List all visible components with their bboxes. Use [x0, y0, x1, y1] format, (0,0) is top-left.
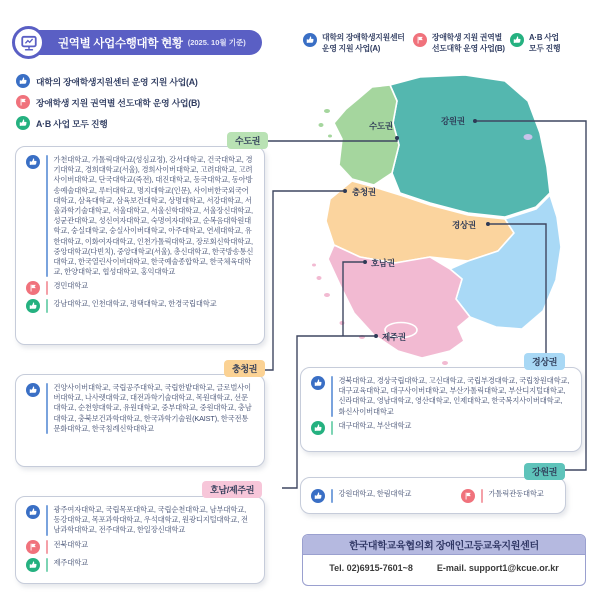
- region-box-chungcheong: [15, 374, 265, 467]
- program-b-icon: [413, 33, 427, 47]
- presentation-board-icon: [12, 26, 45, 59]
- legend-left: [16, 74, 200, 130]
- badge-chungcheong: 충청권: [224, 360, 265, 377]
- badge-capital: 수도권: [227, 132, 268, 149]
- program-a-icon: [26, 383, 40, 397]
- region-box-capital: [15, 146, 265, 345]
- university-list: 광주여자대학교, 국립목포대학교, 국립순천대학교, 남부대학교, 동강대학교, 목포과학대학교, 우석대학교, 원광디지털대학교, 전남과학대학교, 전주대학교, 한일장신대학교: [53, 505, 248, 535]
- university-list: 제주대학교: [53, 557, 88, 567]
- program-ab-icon: [510, 33, 524, 47]
- program-a-row: [311, 489, 461, 503]
- university-list: 경민대학교: [53, 281, 88, 291]
- divider: [46, 505, 48, 536]
- region-box-honam-jeju: [15, 496, 265, 584]
- legend-line: 선도대학 운영 사업(B): [432, 43, 505, 53]
- program-b-icon: [26, 540, 40, 554]
- map-label-capital: 수도권: [369, 121, 393, 131]
- program-ab-icon: [311, 421, 325, 435]
- university-list: 전북대학교: [53, 539, 88, 549]
- program-a-row: [311, 376, 571, 417]
- program-a-row: [26, 155, 254, 277]
- legend-line: 장애학생 지원 권역별: [432, 33, 502, 42]
- program-ab-icon: [26, 299, 40, 313]
- badge-honam-jeju: 호남/제주권: [202, 481, 262, 498]
- divider: [46, 558, 48, 572]
- divider: [331, 421, 333, 435]
- university-list: 건양사이버대학교, 국립공주대학교, 국립한밭대학교, 글로벌사이버대학교, 나사렛대학교, 대전과학기술대학교, 목원대학교, 선문대학교, 순천향대학교, 유원대학교, 중부대학교, 중원대학교, 충남대학교, 충북보건과학대학교, 한국과학기술원(KAIST), 한국전통문화대학교, 한국침례신학대학교: [53, 383, 252, 433]
- legend-label: A·B 사업 모두 진행: [36, 118, 108, 129]
- footer-contact-box: [302, 534, 586, 586]
- program-b-icon: [26, 281, 40, 295]
- page-title-bar: [22, 30, 262, 55]
- university-list: 대구대학교, 부산대학교: [338, 420, 412, 430]
- badge-gyeongsang: 경상권: [524, 353, 565, 370]
- program-a-icon: [311, 376, 325, 390]
- legend-line: 대학의 장애학생지원센터: [322, 33, 405, 42]
- map-region-gangwon: [390, 75, 550, 217]
- university-list: 가천대학교, 가톨릭대학교(성심교정), 강서대학교, 건국대학교, 경기대학교, 경희대학교(서울), 경희사이버대학교, 고려대학교, 고려사이버대학교, 단국대학교(죽전), 대진대학교, 동국대학교, 동아방송예술대학교, 루터대학교, 명지대학교(인문), 사이버한국외국어대학교, 삼육대학교, 삼육보건대학교, 상명대학교, 서강대학교, 서울과학기술대학교, 서울대학교, 서울신학대학교, 서울장신대학교, 성균관대학교, 성신여자대학교, 숙명여자대학교, 순복음대학원대학교, 숭실대학교, 숭실사이버대학교, 아주대학교, 연세대학교, 유한대학교, 이화여자대학교, 인천가톨릭대학교, 장로회신학대학교, 중앙대학교(다빈치), 중앙대학교(서울), 총신대학교, 한국방송통신대학교, 한국열린사이버대학교, 한국예술종합학교, 한국체육대학교, 한양대학교, 협성대학교, 홍익대학교: [53, 155, 254, 277]
- divider: [46, 299, 48, 313]
- program-b-icon: [16, 95, 30, 109]
- divider: [46, 383, 48, 434]
- program-ab-row: [311, 421, 571, 435]
- program-a-icon: [26, 155, 40, 169]
- university-list: 강원대학교, 한림대학교: [338, 488, 412, 498]
- region-box-gangwon: [300, 477, 566, 514]
- region-box-gyeongsang: [300, 367, 582, 452]
- page-date-note: (2025. 10월 기준): [187, 38, 246, 47]
- program-b-icon: [461, 489, 475, 503]
- divider: [481, 489, 483, 503]
- program-a-icon: [26, 505, 40, 519]
- program-a-row: [26, 383, 254, 434]
- map-region-capital: [334, 85, 399, 185]
- divider: [46, 155, 48, 277]
- legend-line: A·B 사업: [529, 33, 559, 42]
- badge-gangwon: 강원권: [524, 463, 565, 480]
- footer-org-name: 한국대학교육협의회 장애인고등교육지원센터: [303, 535, 585, 555]
- university-list: 경북대학교, 경상국립대학교, 고신대학교, 국립부경대학교, 국립창원대학교, 대구교육대학교, 대구사이버대학교, 부산가톨릭대학교, 부산디지털대학교, 신라대학교, 영남대학교, 영산대학교, 인제대학교, 한국복지사이버대학교, 화신사이버대학교: [338, 376, 570, 416]
- program-a-row: [26, 505, 254, 536]
- map-label-jeju: 제주권: [382, 332, 406, 342]
- program-ab-row: [26, 558, 254, 572]
- legend-item-ab: [16, 116, 200, 130]
- map-label-gyeongsang: 경상권: [452, 220, 476, 230]
- map-label-gangwon: 강원권: [441, 116, 465, 126]
- map-label-honam: 호남권: [371, 258, 395, 268]
- university-list: 강남대학교, 인천대학교, 평택대학교, 한경국립대학교: [53, 299, 217, 309]
- page-title: 권역별 사업수행대학 현황: [58, 37, 183, 50]
- map-label-chungcheong: 충청권: [352, 187, 376, 197]
- legend-top-a: [303, 33, 405, 54]
- university-list: 가톨릭관동대학교: [488, 488, 544, 498]
- program-ab-icon: [26, 558, 40, 572]
- divider: [46, 281, 48, 295]
- program-b-row: [461, 489, 544, 503]
- divider: [331, 376, 333, 417]
- program-a-icon: [311, 489, 325, 503]
- legend-line: 운영 지원 사업(A): [322, 43, 381, 53]
- program-b-row: [26, 281, 254, 295]
- legend-label: 대학의 장애학생지원센터 운영 지원 사업(A): [36, 76, 198, 87]
- divider: [331, 489, 333, 503]
- program-ab-row: [26, 299, 254, 313]
- legend-line: 모두 진행: [529, 43, 561, 53]
- program-ab-icon: [16, 116, 30, 130]
- legend-top-b: [413, 33, 505, 54]
- footer-email: E-mail. support1@kcue.or.kr: [436, 563, 559, 573]
- legend-item-b: [16, 95, 200, 109]
- legend-top-ab: [510, 33, 560, 54]
- program-a-icon: [303, 33, 317, 47]
- legend-item-a: [16, 74, 200, 88]
- program-a-icon: [16, 74, 30, 88]
- program-b-row: [26, 540, 254, 554]
- legend-label: 장애학생 지원 권역별 선도대학 운영 사업(B): [36, 97, 200, 108]
- footer-tel: Tel. 02)6915-7601~8: [329, 563, 413, 573]
- divider: [46, 540, 48, 554]
